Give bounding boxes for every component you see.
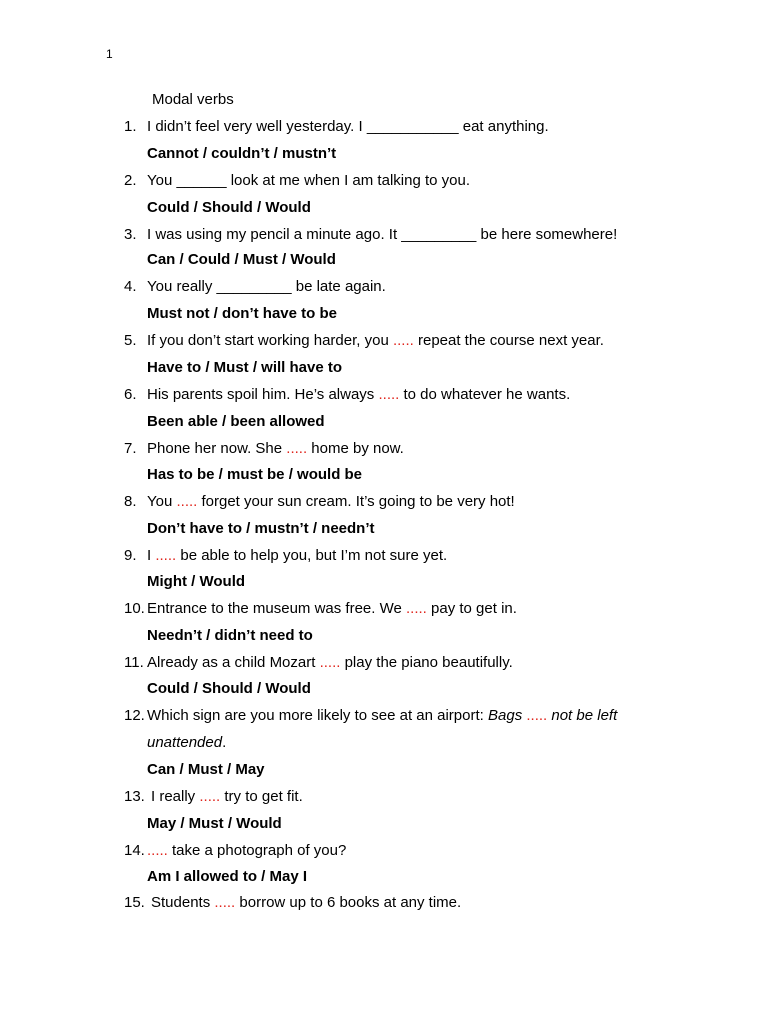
document-title: Modal verbs — [152, 91, 234, 108]
answer-options: Must not / don’t have to be — [147, 305, 337, 322]
blank-dots: ..... — [319, 654, 341, 671]
question-number: 15. — [124, 894, 145, 911]
question-text: You really _________ be late again. — [147, 278, 386, 295]
answer-options: Am I allowed to / May I — [147, 868, 308, 885]
question-text: Which sign are you more likely to see at an airport: Bags ..... not be left — [147, 707, 618, 724]
answer-options: Don’t have to / mustn’t / needn’t — [147, 520, 375, 537]
question-number: 7. — [124, 440, 137, 457]
blank-dots: ..... — [147, 842, 168, 859]
answer-options: Have to / Must / will have to — [147, 359, 343, 376]
blank-dots: ..... — [199, 788, 221, 805]
answer-options: Could / Should / Would — [147, 680, 311, 697]
question-text: Phone her now. She ..... home by now. — [147, 440, 404, 457]
question-text: Entrance to the museum was free. We ..... pay to get in. — [147, 600, 517, 617]
question-number: 6. — [124, 386, 137, 403]
blank-dots: ..... — [392, 332, 414, 349]
page-number: 1 — [106, 47, 113, 61]
answer-options: Needn’t / didn’t need to — [147, 627, 313, 644]
answer-options: Can / Must / May — [147, 761, 265, 778]
blank-dots: ..... — [406, 600, 427, 617]
question-number: 4. — [124, 278, 137, 295]
question-text: If you don’t start working harder, you ..... repeat the course next year. — [147, 332, 604, 349]
question-text: Students ..... borrow up to 6 books at any time. — [151, 894, 462, 911]
question-text: His parents spoil him. He’s always ..... to do whatever he wants. — [147, 386, 571, 403]
question-text: I really ..... try to get fit. — [151, 788, 303, 805]
blank-dots: ..... — [214, 894, 236, 911]
question-text: I ..... be able to help you, but I’m not sure yet. — [147, 547, 448, 564]
blank-dots: ..... — [176, 493, 198, 510]
question-number: 9. — [124, 547, 137, 564]
question-number: 3. — [124, 226, 137, 243]
question-text: ..... take a photograph of you? — [147, 842, 347, 859]
question-number: 10. — [124, 600, 145, 617]
answer-options: Cannot / couldn’t / mustn’t — [147, 145, 337, 162]
answer-options: Been able / been allowed — [147, 413, 325, 430]
answer-options: Could / Should / Would — [147, 199, 311, 216]
question-text: I was using my pencil a minute ago. It _________ be here somewhere! — [147, 226, 618, 243]
answer-options: Has to be / must be / would be — [147, 466, 363, 483]
answer-options: May / Must / Would — [147, 815, 282, 832]
answer-options: Might / Would — [147, 573, 246, 590]
question-number: 14. — [124, 842, 145, 859]
question-number: 5. — [124, 332, 137, 349]
question-text: You ..... forget your sun cream. It’s going to be very hot! — [147, 493, 515, 510]
answer-options: Can / Could / Must / Would — [147, 251, 336, 268]
question-number: 2. — [124, 172, 137, 189]
question-text: I didn’t feel very well yesterday. I ___________ eat anything. — [147, 118, 549, 135]
question-number: 12. — [124, 707, 145, 724]
question-number: 1. — [124, 118, 137, 135]
question-text: You ______ look at me when I am talking to you. — [147, 172, 470, 189]
question-text: Already as a child Mozart ..... play the piano beautifully. — [147, 654, 513, 671]
question-number: 8. — [124, 493, 137, 510]
question-number: 13. — [124, 788, 145, 805]
blank-dots: ..... — [155, 547, 177, 564]
blank-dots: ..... — [378, 386, 400, 403]
blank-dots: ..... — [286, 440, 308, 457]
blank-dots: ..... — [526, 707, 548, 724]
question-number: 11. — [124, 654, 144, 671]
